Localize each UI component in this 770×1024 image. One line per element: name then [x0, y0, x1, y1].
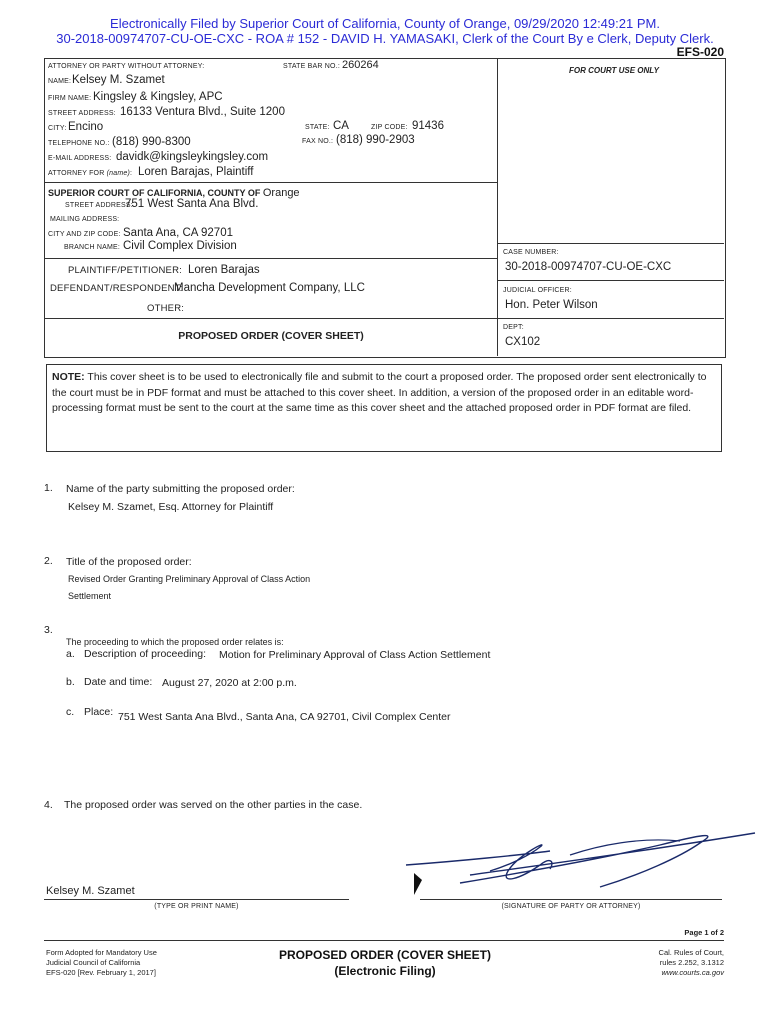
item-2-label: Title of the proposed order:: [66, 556, 192, 568]
courts-website-link[interactable]: www.courts.ca.gov: [661, 968, 724, 977]
attorney-for-label: ATTORNEY FOR (name):: [48, 170, 133, 177]
item-3-number: 3.: [44, 624, 53, 636]
state-label: STATE:: [305, 124, 330, 131]
judicial-officer-divider: [497, 280, 724, 281]
note-box: [46, 364, 722, 452]
typed-name-line: [44, 899, 349, 900]
judicial-officer-label: JUDICIAL OFFICER:: [503, 287, 572, 294]
item-2-number: 2.: [44, 555, 53, 567]
column-divider: [497, 58, 498, 356]
defendant: Mancha Development Company, LLC: [174, 282, 365, 294]
case-number: 30-2018-00974707-CU-OE-CXC: [505, 261, 672, 273]
item-4-label: The proposed order was served on the other parties in the case.: [64, 799, 363, 811]
court-street-label: STREET ADDRESS:: [65, 202, 133, 209]
filing-stamp-line-2: 30-2018-00974707-CU-OE-CXC - ROA # 152 - DAVID H. YAMASAKI, Clerk of the Court By e Clerk, Deputy Clerk.: [56, 31, 714, 46]
item-3a-value: Motion for Preliminary Approval of Class Action Settlement: [219, 649, 491, 661]
item-3a-letter: a.: [66, 648, 75, 660]
state: CA: [333, 120, 349, 132]
item-1-number: 1.: [44, 482, 53, 494]
name-label: NAME:: [48, 78, 72, 85]
telephone: (818) 990-8300: [112, 136, 191, 148]
footer-left: Form Adopted for Mandatory Use Judicial Council of California EFS-020 [Rev. February 1, 2017]: [46, 948, 157, 977]
telephone-label: TELEPHONE NO.:: [48, 140, 110, 147]
typed-name: Kelsey M. Szamet: [46, 885, 135, 897]
signature-image: [400, 825, 760, 905]
case-number-divider: [497, 243, 724, 244]
court-section-divider: [44, 258, 498, 259]
fax-label: FAX NO.:: [302, 138, 334, 145]
defendant-label: DEFENDANT/RESPONDENT:: [50, 283, 183, 294]
street-address: 16133 Ventura Blvd., Suite 1200: [120, 106, 285, 118]
state-bar-label: STATE BAR NO.:: [283, 63, 340, 70]
email-label: E-MAIL ADDRESS:: [48, 155, 112, 162]
item-4-number: 4.: [44, 799, 53, 811]
email: davidk@kingsleykingsley.com: [116, 151, 269, 163]
form-id: EFS-020: [676, 45, 724, 59]
item-3a-label: Description of proceeding:: [84, 648, 206, 660]
note-text: This cover sheet is to be used to electronically file and submit to the court a proposed order. The proposed order sent electronically to the court must be in PDF format and must be attached to this cover sheet. In addition, a version of the proposed order in an editable word-processing format must be sent to the court at the same time as this cover sheet and the attached proposed order in PDF format are filed.: [52, 371, 707, 414]
footer-title: PROPOSED ORDER (COVER SHEET) (Electronic Filing): [278, 948, 492, 978]
city-label: CITY:: [48, 125, 67, 132]
zip-code: 91436: [412, 120, 444, 132]
item-3c-label: Place:: [84, 706, 114, 718]
footer-rule: [44, 940, 724, 941]
item-3-label: The proceeding to which the proposed order relates is:: [66, 637, 284, 647]
item-1-value: Kelsey M. Szamet, Esq. Attorney for Plaintiff: [68, 501, 274, 513]
item-2-value-line-1: Revised Order Granting Preliminary Approval of Class Action: [68, 574, 311, 584]
note-heading: NOTE:: [52, 371, 85, 383]
attorney-for-value: Loren Barajas, Plaintiff: [138, 166, 254, 178]
street-address-label: STREET ADDRESS:: [48, 110, 116, 117]
signature-line: [420, 899, 722, 900]
court-header: SUPERIOR COURT OF CALIFORNIA, COUNTY OF Orange: [48, 187, 300, 199]
type-name-label: (TYPE OR PRINT NAME): [154, 903, 239, 910]
state-bar-number: 260264: [342, 59, 379, 71]
item-3c-letter: c.: [66, 706, 75, 718]
attorney-section-divider: [44, 182, 498, 183]
court-use-label: FOR COURT USE ONLY: [569, 66, 659, 75]
mailing-address-label: MAILING ADDRESS:: [50, 216, 120, 223]
court-city-zip: Santa Ana, CA 92701: [123, 227, 233, 239]
branch-name: Civil Complex Division: [123, 240, 237, 252]
dept-label: DEPT:: [503, 324, 524, 331]
cover-sheet-title: PROPOSED ORDER (COVER SHEET): [178, 330, 364, 342]
parties-divider: [44, 318, 498, 319]
case-number-label: CASE NUMBER:: [503, 249, 559, 256]
judicial-officer: Hon. Peter Wilson: [505, 299, 598, 311]
filing-stamp-line-1: Electronically Filed by Superior Court of California, County of Orange, 09/29/2020 12:49:21 PM.: [110, 16, 660, 31]
fax: (818) 990-2903: [336, 134, 415, 146]
court-street: 751 West Santa Ana Blvd.: [125, 198, 259, 210]
plaintiff: Loren Barajas: [188, 264, 260, 276]
attorney-name: Kelsey M. Szamet: [72, 74, 165, 86]
firm-name-label: FIRM NAME:: [48, 95, 92, 102]
other-label: OTHER:: [147, 303, 185, 314]
zip-label: ZIP CODE:: [371, 124, 408, 131]
signature-label: (SIGNATURE OF PARTY OR ATTORNEY): [501, 903, 641, 910]
footer-right: Cal. Rules of Court, rules 2.252, 3.1312 www.courts.ca.gov: [658, 948, 724, 977]
dept-divider: [497, 318, 724, 319]
item-3b-letter: b.: [66, 676, 75, 688]
city-zip-label: CITY AND ZIP CODE:: [48, 231, 121, 238]
item-2-value-line-2: Settlement: [68, 591, 112, 601]
item-1-label: Name of the party submitting the proposed order:: [66, 483, 295, 495]
city: Encino: [68, 121, 104, 133]
dept: CX102: [505, 336, 541, 348]
page-number: Page 1 of 2: [684, 928, 724, 937]
item-3c-value: 751 West Santa Ana Blvd., Santa Ana, CA 92701, Civil Complex Center: [118, 711, 451, 723]
item-3b-label: Date and time:: [84, 676, 153, 688]
plaintiff-label: PLAINTIFF/PETITIONER:: [68, 265, 182, 276]
item-3b-value: August 27, 2020 at 2:00 p.m.: [162, 677, 297, 689]
firm-name: Kingsley & Kingsley, APC: [93, 91, 223, 103]
branch-name-label: BRANCH NAME:: [64, 244, 121, 251]
attorney-header-label: ATTORNEY OR PARTY WITHOUT ATTORNEY:: [48, 63, 205, 70]
